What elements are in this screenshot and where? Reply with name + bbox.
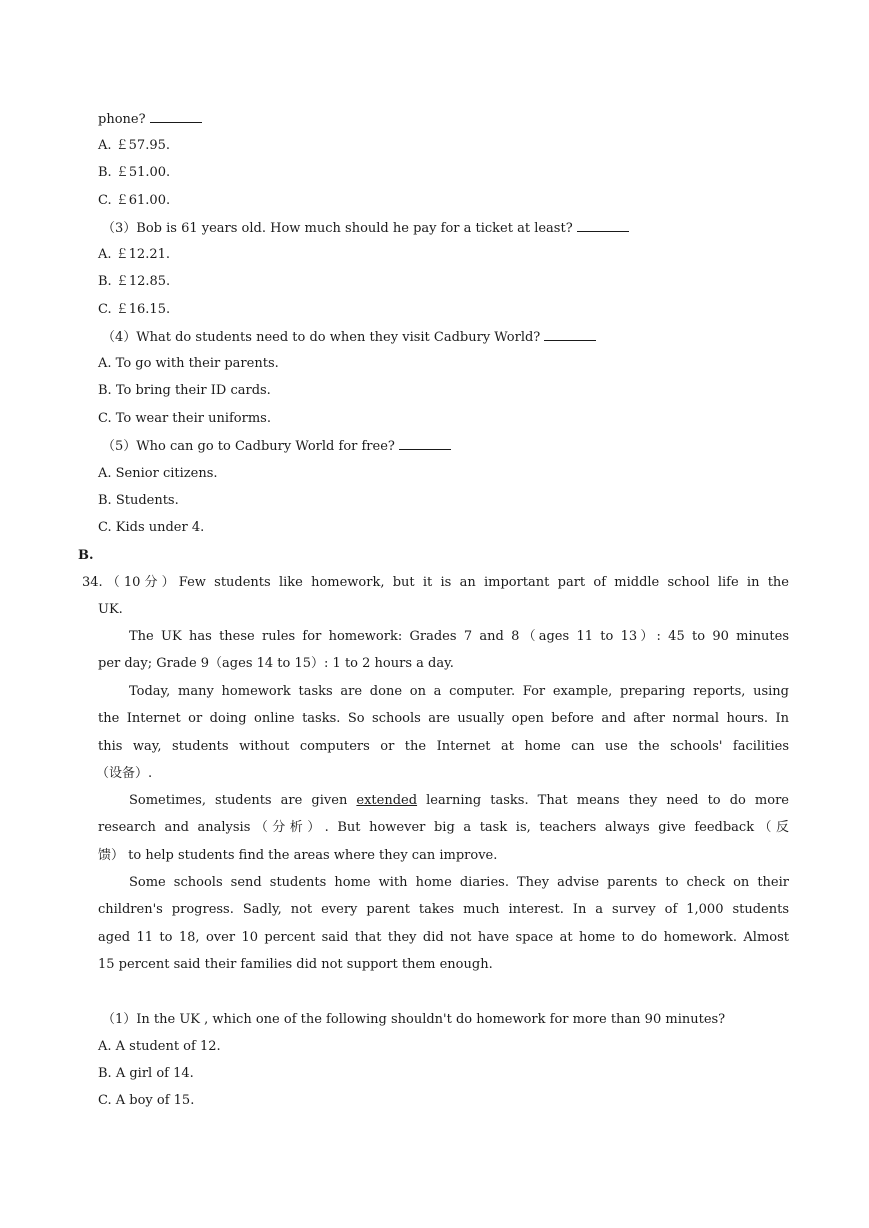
option-b: B. A girl of 14. [98, 1066, 194, 1081]
underlined-word: extended [356, 793, 418, 808]
passage-line: aged 11 to 18, over 10 percent said that they did not have space at home to do homework. Almost [98, 930, 789, 945]
option-a: A. A student of 12. [98, 1039, 221, 1054]
question-5: （5）Who can go to Cadbury World for free? [102, 437, 451, 456]
option-a: A. ￡12.21. [98, 247, 171, 262]
passage-line: UK. [98, 602, 123, 617]
option-c: C. To wear their uniforms. [98, 411, 271, 426]
question-34-1: （1）In the UK , which one of the following shouldn't do homework for more than 90 minutes? [102, 1012, 726, 1027]
passage-line: The UK has these rules for homework: Grades 7 and 8（ages 11 to 13）: 45 to 90 minutes [129, 629, 789, 644]
passage-line: Sometimes, students are given extended learning tasks. That means they need to do more [129, 793, 789, 808]
option-a: A. Senior citizens. [98, 466, 218, 481]
passage-line: the Internet or doing online tasks. So schools are usually open before and after normal hours. In [98, 711, 789, 726]
question-34-intro: 34.（10分）Few students like homework, but it is an important part of middle school life in the [82, 575, 789, 590]
passage-line: Some schools send students home with home diaries. They advise parents to check on their [129, 875, 789, 890]
option-b: B. To bring their ID cards. [98, 383, 271, 398]
passage-line: （设备）. [96, 766, 153, 781]
option-b: B. Students. [98, 493, 179, 508]
option-c: C. ￡16.15. [98, 302, 171, 317]
passage-line: Today, many homework tasks are done on a computer. For example, preparing reports, using [129, 684, 789, 699]
option-c: C. ￡61.00. [98, 193, 171, 208]
option-a: A. ￡57.95. [98, 138, 171, 153]
passage-line: this way, students without computers or the Internet at home can use the schools' facilities [98, 739, 789, 754]
passage-line: 馈） to help students find the areas where they can improve. [98, 848, 498, 863]
passage-line: research and analysis（分析）. But however big a task is, teachers always give feedback（反 [98, 820, 789, 835]
passage-line: children's progress. Sadly, not every parent takes much interest. In a survey of 1,000 students [98, 902, 789, 917]
answer-blank [577, 219, 629, 232]
question-2-tail: phone? [98, 110, 202, 129]
answer-blank [544, 328, 596, 341]
passage-line: per day; Grade 9（ages 14 to 15）: 1 to 2 hours a day. [98, 656, 454, 671]
option-b: B. ￡51.00. [98, 165, 171, 180]
option-c: C. A boy of 15. [98, 1093, 195, 1108]
answer-blank [150, 110, 202, 123]
question-4: （4）What do students need to do when they visit Cadbury World? [102, 328, 596, 347]
option-b: B. ￡12.85. [98, 274, 171, 289]
option-a: A. To go with their parents. [98, 356, 279, 371]
option-c: C. Kids under 4. [98, 520, 205, 535]
answer-blank [399, 437, 451, 450]
question-3: （3）Bob is 61 years old. How much should he pay for a ticket at least? [102, 219, 629, 238]
section-heading: B. [78, 548, 94, 563]
passage-line: 15 percent said their families did not support them enough. [98, 957, 493, 972]
